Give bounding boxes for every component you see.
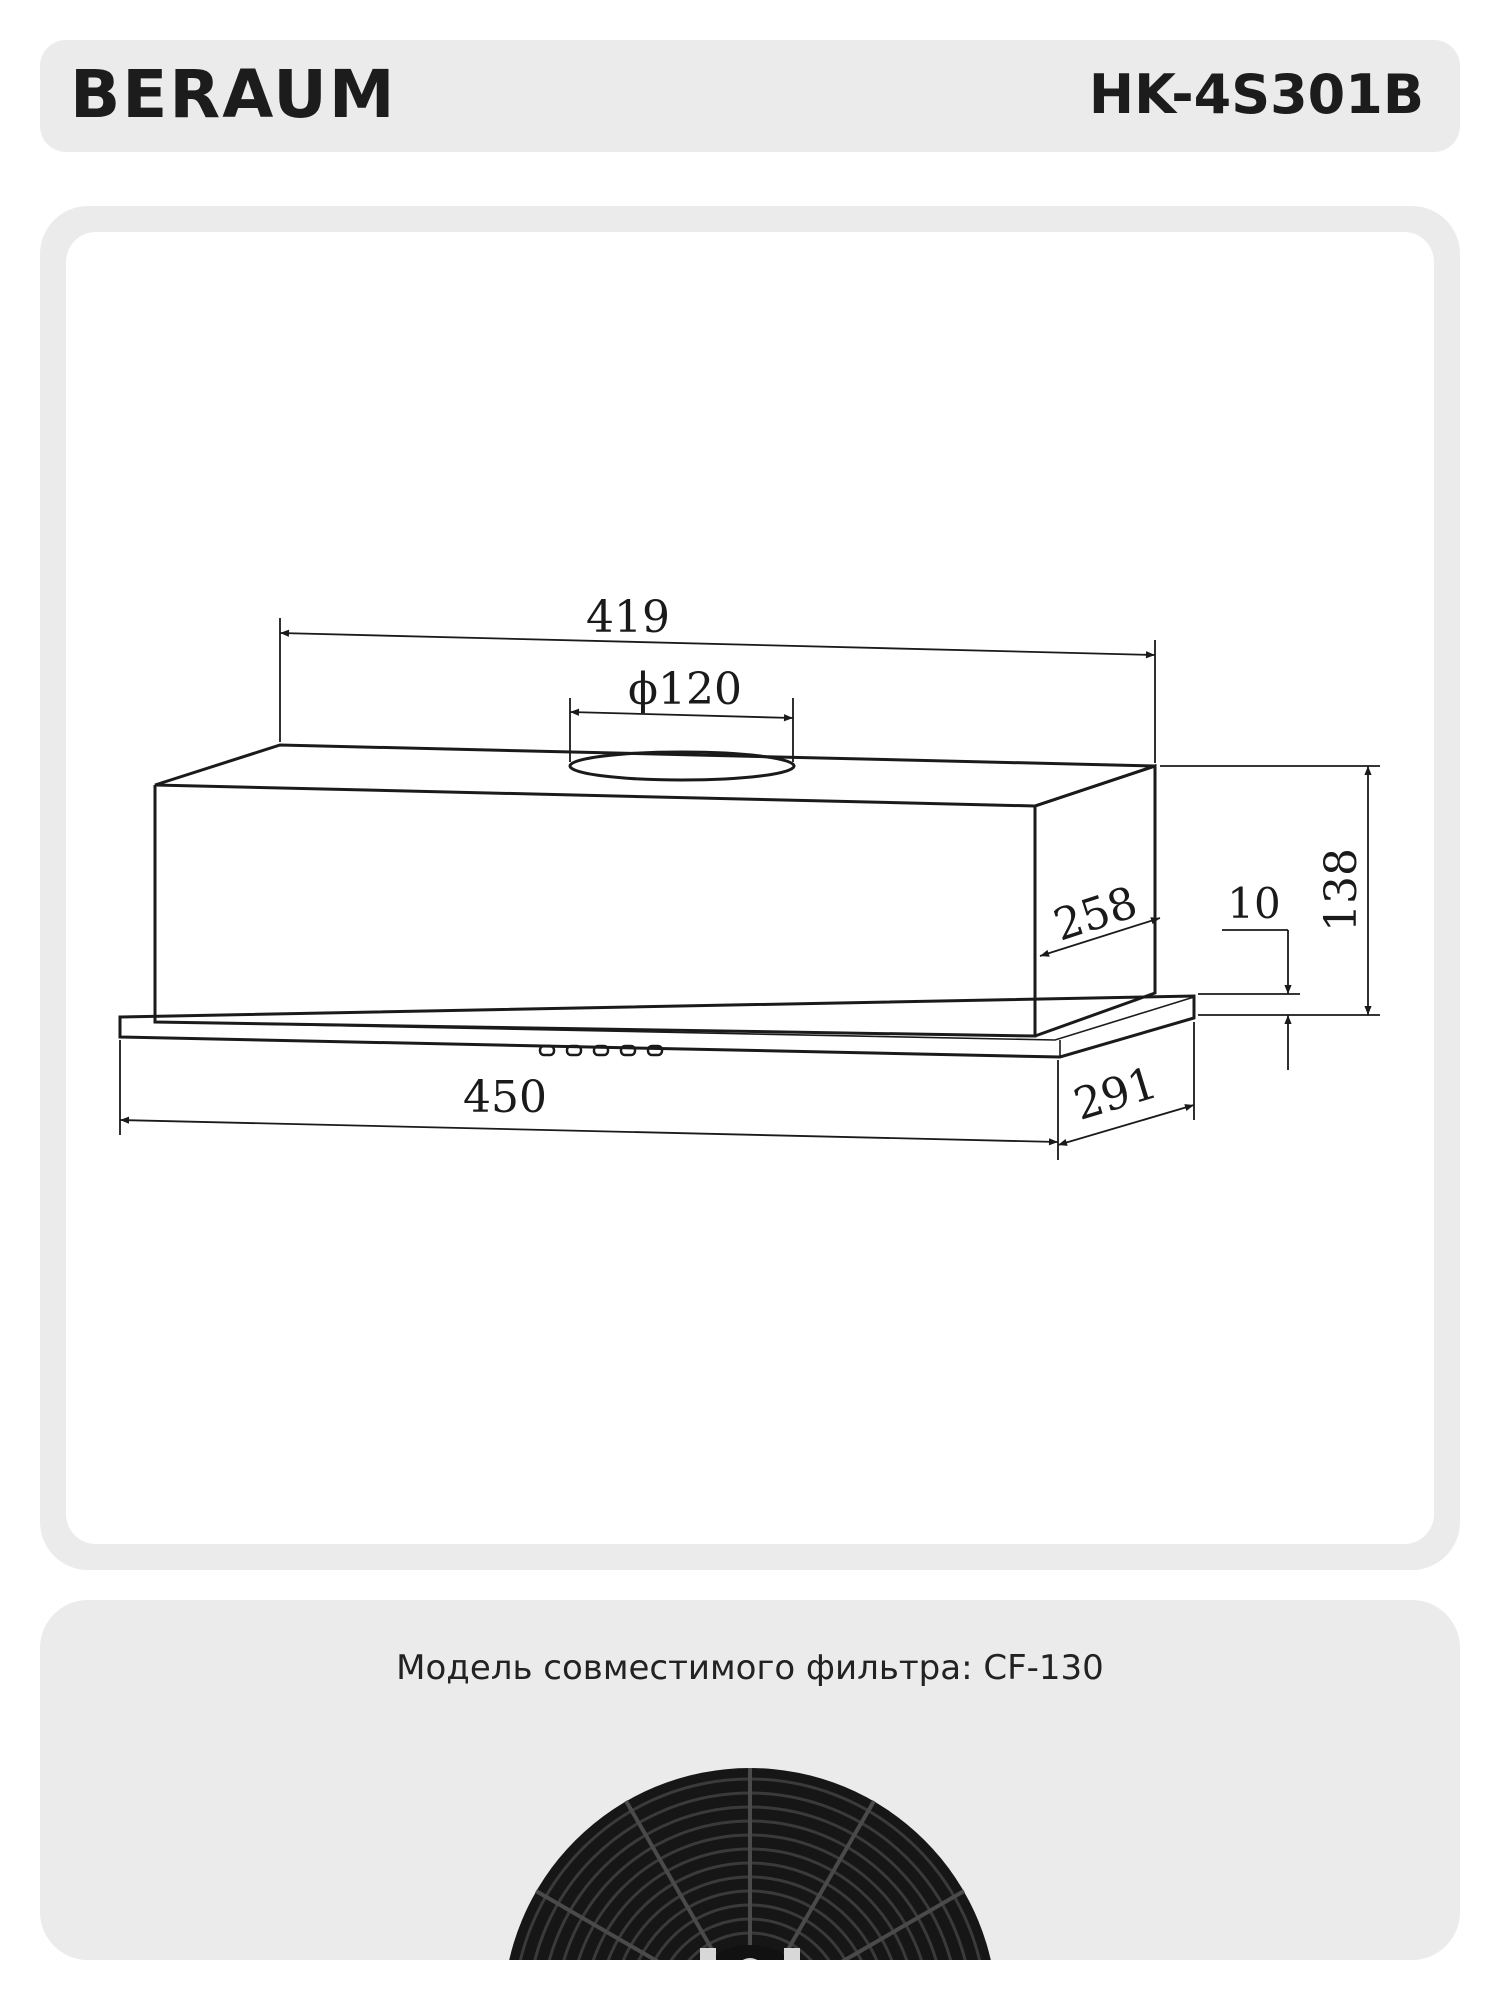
dim-panel-thickness: 10 <box>1227 879 1281 928</box>
dim-top-width: 419 <box>586 592 670 643</box>
duct-opening <box>570 752 794 780</box>
dim-bottom-width: 450 <box>463 1072 547 1123</box>
dim-height: 138 <box>1316 848 1367 932</box>
brand-logo: BERAUM <box>70 56 397 133</box>
drawing-frame <box>40 206 1460 1570</box>
hood-body <box>120 745 1194 1057</box>
carbon-filter-image <box>40 1600 1460 1960</box>
drawing-canvas <box>66 232 1434 1544</box>
hood-drawing <box>66 232 1434 1544</box>
filter-panel <box>40 1600 1460 1960</box>
dim-duct-diameter: ϕ120 <box>628 664 742 715</box>
dim-depth-bottom: 291 <box>1068 1057 1164 1131</box>
filter-model-label: Модель совместимого фильтра: CF-130 <box>396 1648 1104 1688</box>
dim-depth-top: 258 <box>1047 876 1144 952</box>
header-bar <box>40 40 1460 152</box>
model-number: HK-4S301B <box>1088 63 1424 126</box>
